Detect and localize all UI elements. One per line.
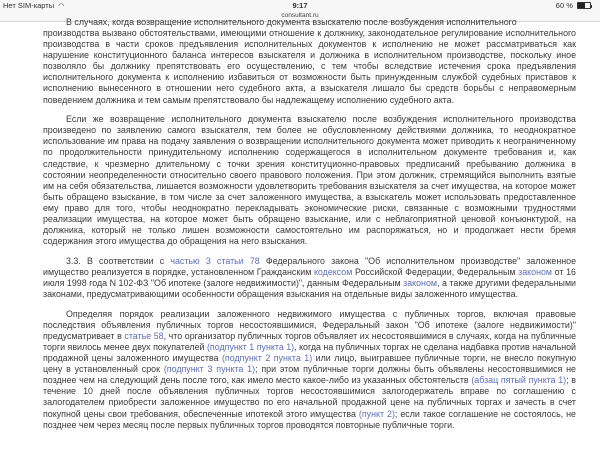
status-bar — [0, 0, 600, 10]
url-text[interactable]: consultant.ru — [281, 12, 319, 19]
battery-icon — [577, 2, 591, 9]
paragraph-1: производства вызвано обстоятельствами, имеющими отношение к должнику, законодательное регулирование исполнительного производства в части сроков предъявления исполнительных документов к исполнению не может рассматриваться как нарушение конституционного баланса интересов взыскателя и должника в исполнительном производстве, поскольку иное позволяло бы должнику препятствовать его осуществлению, с тем чтобы вследствие истечения срока предъявления исполнительного документа к исполнению избавиться от возможности быть принужденным службой судебных приставов к исполнению вынесенного в отношении него судебного акта, а взыскателя лишало бы средств борьбы с неправомерным поведением должника и тем самым препятствовало бы надлежащему исполнению судебного акта. — [43, 28, 576, 105]
link-subitem-2-item-1[interactable]: (подпункт 2 пункта 1) — [221, 353, 313, 364]
document-content — [43, 16, 577, 431]
battery-status — [556, 1, 592, 10]
wifi-icon: ◠ — [58, 3, 65, 10]
link-civil-code[interactable]: кодексом — [313, 266, 353, 277]
link-item-2[interactable]: (пункт 2) — [358, 408, 395, 419]
link-subitem-1-item-1[interactable]: (подпункт 1 пункта 1) — [206, 341, 295, 352]
clock: 9:17 — [292, 1, 308, 10]
carrier-label: Нет SIM-карты — [3, 1, 55, 10]
link-subitem-3-item-1[interactable]: (подпункт 3 пункта 1) — [163, 364, 256, 375]
link-federal-law[interactable]: законом — [403, 277, 437, 288]
paragraph-2: Если же возвращение исполнительного документа взыскателю после возбуждения исполнительного производства произведено по заявлению самого взыскателя, тем более не обусловленному действиями должника, то неоднократное использование им права на подачу заявления о возвращении исполнительного документа может приводить к неограниченному по продолжительности принудительному исполнению содержащегося в исполнительном документе требования и, как следствие, к чрезмерно длительному с точки зрения конституционно-правовых предписаний пребыванию должника в состоянии неопределенности относительно своего правового положения. При этом должник, стремящийся выполнить взятые им на себя обязательства, лишается возможности удовлетворить требования взыскателя за счет имущества, на которое может быть обращено взыскание, в том числе за счет заложенного имущества, а взыскатель может использовать предоставленное ему право для того, чтобы неоднократно перекладывать экономические риски, связанные с возможными трудностями реализации имущества, на которое может быть обращено взыскание, или с неблагоприятной ценовой конъюнктурой, на должника, который не только лишен возможности самостоятельно им распоряжаться, но и продолжает нести бремя содержания этого имущества до обращения на него взыскания. — [43, 114, 576, 247]
link-part-3-article-78[interactable]: частью 3 статьи 78 — [170, 255, 260, 266]
battery-percent: 60 % — [555, 1, 573, 10]
paragraph-3-3: 3.3. В соответствии с частью 3 статьи 78 Федерального закона "Об исполнительном производстве" заложенное имущество реализуется в порядке, установленном Гражданским кодексом Российской Федерации, Федеральным законом от 16 июля 1998 года N 102-ФЗ "Об ипотеке (залоге недвижимости)", данным Федеральным законом, а также другими федеральными законами, предусматривающими особенности обращения взыскания на отдельные виды заложенного имущества. — [43, 255, 577, 300]
paragraph-4: Определяя порядок реализации заложенного недвижимого имущества с публичных торгов, включая правовые последствия объявления публичных торгов несостоявшимися, Федеральный закон "Об ипотеке (залоге недвижимости)" предусматривает в статье 58, что организатор публичных торгов объявляет их несостоявшимися в случаях, когда на публичные торги явилось менее двух покупателей (подпункт 1 пункта 1), когда на публичных торгах не сделана надбавка против начальной продажной цены заложенного имущества (подпункт 2 пункта 1) или лицо, выигравшее публичные торги, не внесло покупную цену в установленный срок (подпункт 3 пункта 1); при этом публичные торги должны быть объявлены несостоявшимися не позднее чем на следующий день после того, как имело место какое-либо из указанных обстоятельств (абзац пятый пункта 1); в течение 10 дней после объявления публичных торгов несостоявшимися залогодержатель вправе по соглашению с залогодателем приобрести заложенное имущество по его начальной продажной цене на публичных торгах и зачесть в счет покупной цены свои требования, обеспеченные ипотекой этого имущества (пункт 2); если такое соглашение не состоялось, не позднее чем через месяц после первых публичных торгов проводятся повторные публичные торги. — [43, 308, 577, 430]
link-article-58[interactable]: статье 58 — [124, 330, 164, 341]
battery-level — [578, 3, 585, 8]
partial-line: В случаях, когда возвращение исполнительного документа взыскателю после возбуждения исполнительного — [66, 16, 517, 27]
link-federal-law-102[interactable]: законом — [518, 266, 553, 277]
battery-tip — [591, 5, 592, 8]
link-paragraph-5-item-1[interactable]: (абзац пятый пункта 1) — [471, 375, 567, 386]
